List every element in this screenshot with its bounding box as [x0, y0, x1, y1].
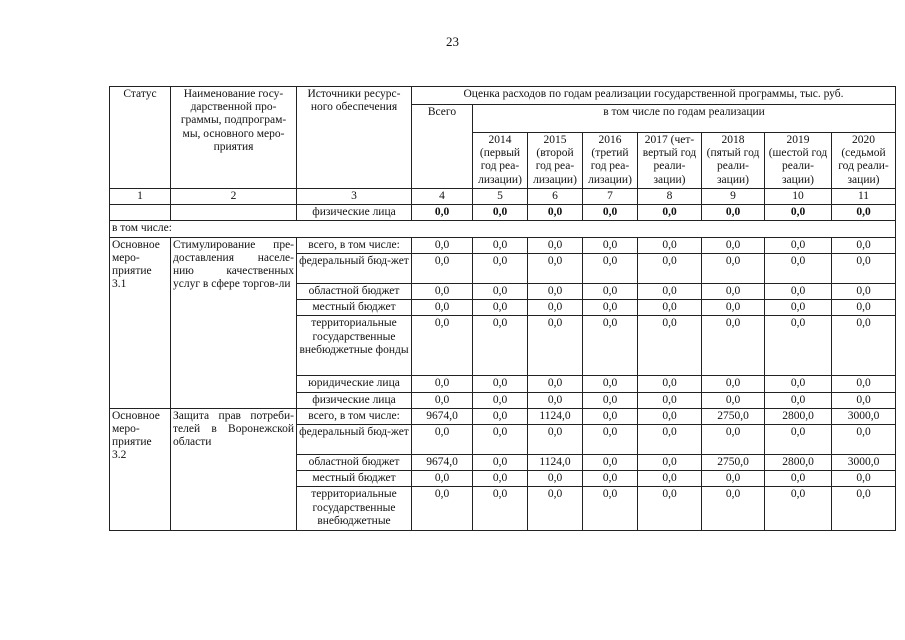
value-cell: 0,0	[638, 487, 702, 531]
empty-cell	[171, 205, 297, 221]
source-label: территориальные государственные внебюджетные	[297, 487, 412, 531]
header-year-2020: 2020 (седьмой год реали-зации)	[832, 133, 896, 189]
column-number: 7	[583, 189, 638, 205]
value-cell: 0,0	[583, 237, 638, 253]
header-name: Наименование госу-дарственной про-граммы, подпрограм-мы, основного меро-приятия	[171, 87, 297, 189]
header-status: Статус	[110, 87, 171, 189]
value-cell: 0,0	[473, 454, 528, 470]
value-cell: 0,0	[528, 253, 583, 283]
source-label: всего, в том числе:	[297, 237, 412, 253]
value-cell: 0,0	[528, 392, 583, 408]
value-cell: 0,0	[702, 253, 765, 283]
value-cell: 0,0	[583, 376, 638, 392]
value-cell: 0,0	[832, 392, 896, 408]
event-name: Стимулирование пре-доставления населе-нию качественных услуг в сфере торгов-ли	[171, 237, 297, 408]
value-cell: 0,0	[528, 487, 583, 531]
value-cell: 0,0	[583, 487, 638, 531]
value-cell: 0,0	[832, 237, 896, 253]
value-cell: 0,0	[702, 487, 765, 531]
value-cell: 0,0	[412, 392, 473, 408]
header-year-2015: 2015 (второй год реа-лизации)	[528, 133, 583, 189]
value-cell: 0,0	[473, 253, 528, 283]
header-year-2019: 2019 (шестой год реали-зации)	[765, 133, 832, 189]
value-cell: 0,0	[583, 408, 638, 424]
value-cell: 0,0	[765, 424, 832, 454]
budget-table	[109, 86, 896, 531]
value-cell: 0,0	[702, 205, 765, 221]
column-number: 8	[638, 189, 702, 205]
value-cell: 0,0	[583, 392, 638, 408]
value-cell: 0,0	[638, 300, 702, 316]
value-cell: 0,0	[832, 316, 896, 376]
value-cell: 0,0	[638, 454, 702, 470]
value-cell: 0,0	[638, 471, 702, 487]
value-cell: 0,0	[412, 424, 473, 454]
column-number: 6	[528, 189, 583, 205]
value-cell: 0,0	[473, 471, 528, 487]
value-cell: 0,0	[528, 316, 583, 376]
value-cell: 0,0	[832, 253, 896, 283]
value-cell: 0,0	[702, 392, 765, 408]
value-cell: 0,0	[702, 316, 765, 376]
column-number: 10	[765, 189, 832, 205]
value-cell: 0,0	[473, 237, 528, 253]
event-name: Защита прав потреби-телей в Воронежской области	[171, 408, 297, 531]
value-cell: 0,0	[638, 408, 702, 424]
source-label: местный бюджет	[297, 300, 412, 316]
header-year-2016: 2016 (третий год реа-лизации)	[583, 133, 638, 189]
value-cell: 0,0	[765, 316, 832, 376]
value-cell: 1124,0	[528, 408, 583, 424]
value-cell: 0,0	[832, 424, 896, 454]
value-cell: 0,0	[832, 487, 896, 531]
value-cell: 0,0	[765, 205, 832, 221]
source-label: физические лица	[297, 392, 412, 408]
value-cell: 2800,0	[765, 454, 832, 470]
column-number: 5	[473, 189, 528, 205]
value-cell: 0,0	[702, 376, 765, 392]
value-cell: 2750,0	[702, 408, 765, 424]
header-year-2017: 2017 (чет-вертый год реали-зации)	[638, 133, 702, 189]
value-cell: 0,0	[765, 300, 832, 316]
value-cell: 0,0	[638, 253, 702, 283]
value-cell: 0,0	[473, 316, 528, 376]
value-cell: 1124,0	[528, 454, 583, 470]
value-cell: 0,0	[702, 471, 765, 487]
value-cell: 3000,0	[832, 408, 896, 424]
value-cell: 0,0	[638, 237, 702, 253]
source-label: территориальные государственные внебюджетные фонды	[297, 316, 412, 376]
including-label: в том числе:	[110, 221, 896, 237]
value-cell: 0,0	[528, 300, 583, 316]
value-cell: 0,0	[583, 424, 638, 454]
value-cell: 0,0	[583, 300, 638, 316]
column-number: 9	[702, 189, 765, 205]
value-cell: 0,0	[528, 205, 583, 221]
value-cell: 0,0	[583, 316, 638, 376]
value-cell: 2750,0	[702, 454, 765, 470]
value-cell: 0,0	[583, 454, 638, 470]
value-cell: 0,0	[638, 392, 702, 408]
value-cell: 0,0	[528, 237, 583, 253]
value-cell: 0,0	[412, 283, 473, 299]
header-estimate: Оценка расходов по годам реализации государственной программы, тыс. руб.	[412, 87, 896, 105]
header-year-2018: 2018 (пятый год реали-зации)	[702, 133, 765, 189]
column-number: 4	[412, 189, 473, 205]
column-number: 1	[110, 189, 171, 205]
value-cell: 0,0	[528, 376, 583, 392]
value-cell: 0,0	[473, 283, 528, 299]
value-cell: 0,0	[638, 376, 702, 392]
value-cell: 0,0	[583, 205, 638, 221]
value-cell: 0,0	[702, 283, 765, 299]
source-label: юридические лица	[297, 376, 412, 392]
value-cell: 0,0	[473, 205, 528, 221]
value-cell: 0,0	[638, 283, 702, 299]
event-status: Основное меро-приятие 3.1	[110, 237, 171, 408]
value-cell: 0,0	[473, 392, 528, 408]
value-cell: 0,0	[583, 471, 638, 487]
source-label: физические лица	[297, 205, 412, 221]
source-label: федеральный бюд-жет	[297, 424, 412, 454]
page-number: 23	[446, 34, 459, 49]
value-cell: 9674,0	[412, 454, 473, 470]
source-label: федеральный бюд-жет	[297, 253, 412, 283]
source-label: всего, в том числе:	[297, 408, 412, 424]
value-cell: 0,0	[832, 376, 896, 392]
empty-cell	[110, 205, 171, 221]
value-cell: 0,0	[765, 487, 832, 531]
value-cell: 0,0	[412, 205, 473, 221]
value-cell: 0,0	[473, 376, 528, 392]
value-cell: 0,0	[832, 471, 896, 487]
value-cell: 0,0	[473, 300, 528, 316]
value-cell: 0,0	[702, 424, 765, 454]
value-cell: 0,0	[412, 376, 473, 392]
value-cell: 0,0	[702, 300, 765, 316]
value-cell: 2800,0	[765, 408, 832, 424]
source-label: областной бюджет	[297, 283, 412, 299]
value-cell: 0,0	[765, 471, 832, 487]
value-cell: 0,0	[702, 237, 765, 253]
value-cell: 0,0	[528, 424, 583, 454]
column-number: 11	[832, 189, 896, 205]
value-cell: 0,0	[832, 283, 896, 299]
value-cell: 0,0	[528, 471, 583, 487]
value-cell: 0,0	[412, 237, 473, 253]
header-year-2014: 2014 (первый год реа-лизации)	[473, 133, 528, 189]
value-cell: 0,0	[765, 376, 832, 392]
value-cell: 0,0	[412, 471, 473, 487]
top-row	[110, 205, 896, 221]
value-cell: 0,0	[473, 408, 528, 424]
header-by-years: в том числе по годам реализации	[473, 105, 896, 133]
table-row	[110, 408, 896, 424]
value-cell: 3000,0	[832, 454, 896, 470]
value-cell: 0,0	[412, 487, 473, 531]
column-number: 2	[171, 189, 297, 205]
value-cell: 0,0	[583, 283, 638, 299]
value-cell: 0,0	[583, 253, 638, 283]
value-cell: 0,0	[412, 253, 473, 283]
column-number: 3	[297, 189, 412, 205]
value-cell: 0,0	[832, 300, 896, 316]
header-total: Всего	[412, 105, 473, 189]
value-cell: 0,0	[638, 424, 702, 454]
value-cell: 0,0	[765, 237, 832, 253]
value-cell: 9674,0	[412, 408, 473, 424]
column-numbers-row	[110, 189, 896, 205]
value-cell: 0,0	[765, 253, 832, 283]
event-status: Основное меро-приятие 3.2	[110, 408, 171, 531]
value-cell: 0,0	[412, 300, 473, 316]
value-cell: 0,0	[765, 392, 832, 408]
value-cell: 0,0	[528, 283, 583, 299]
value-cell: 0,0	[412, 316, 473, 376]
table-row	[110, 237, 896, 253]
value-cell: 0,0	[765, 283, 832, 299]
value-cell: 0,0	[473, 424, 528, 454]
source-label: областной бюджет	[297, 454, 412, 470]
value-cell: 0,0	[832, 205, 896, 221]
value-cell: 0,0	[473, 487, 528, 531]
source-label: местный бюджет	[297, 471, 412, 487]
header-sources: Источники ресурс-ного обеспечения	[297, 87, 412, 189]
value-cell: 0,0	[638, 316, 702, 376]
value-cell: 0,0	[638, 205, 702, 221]
